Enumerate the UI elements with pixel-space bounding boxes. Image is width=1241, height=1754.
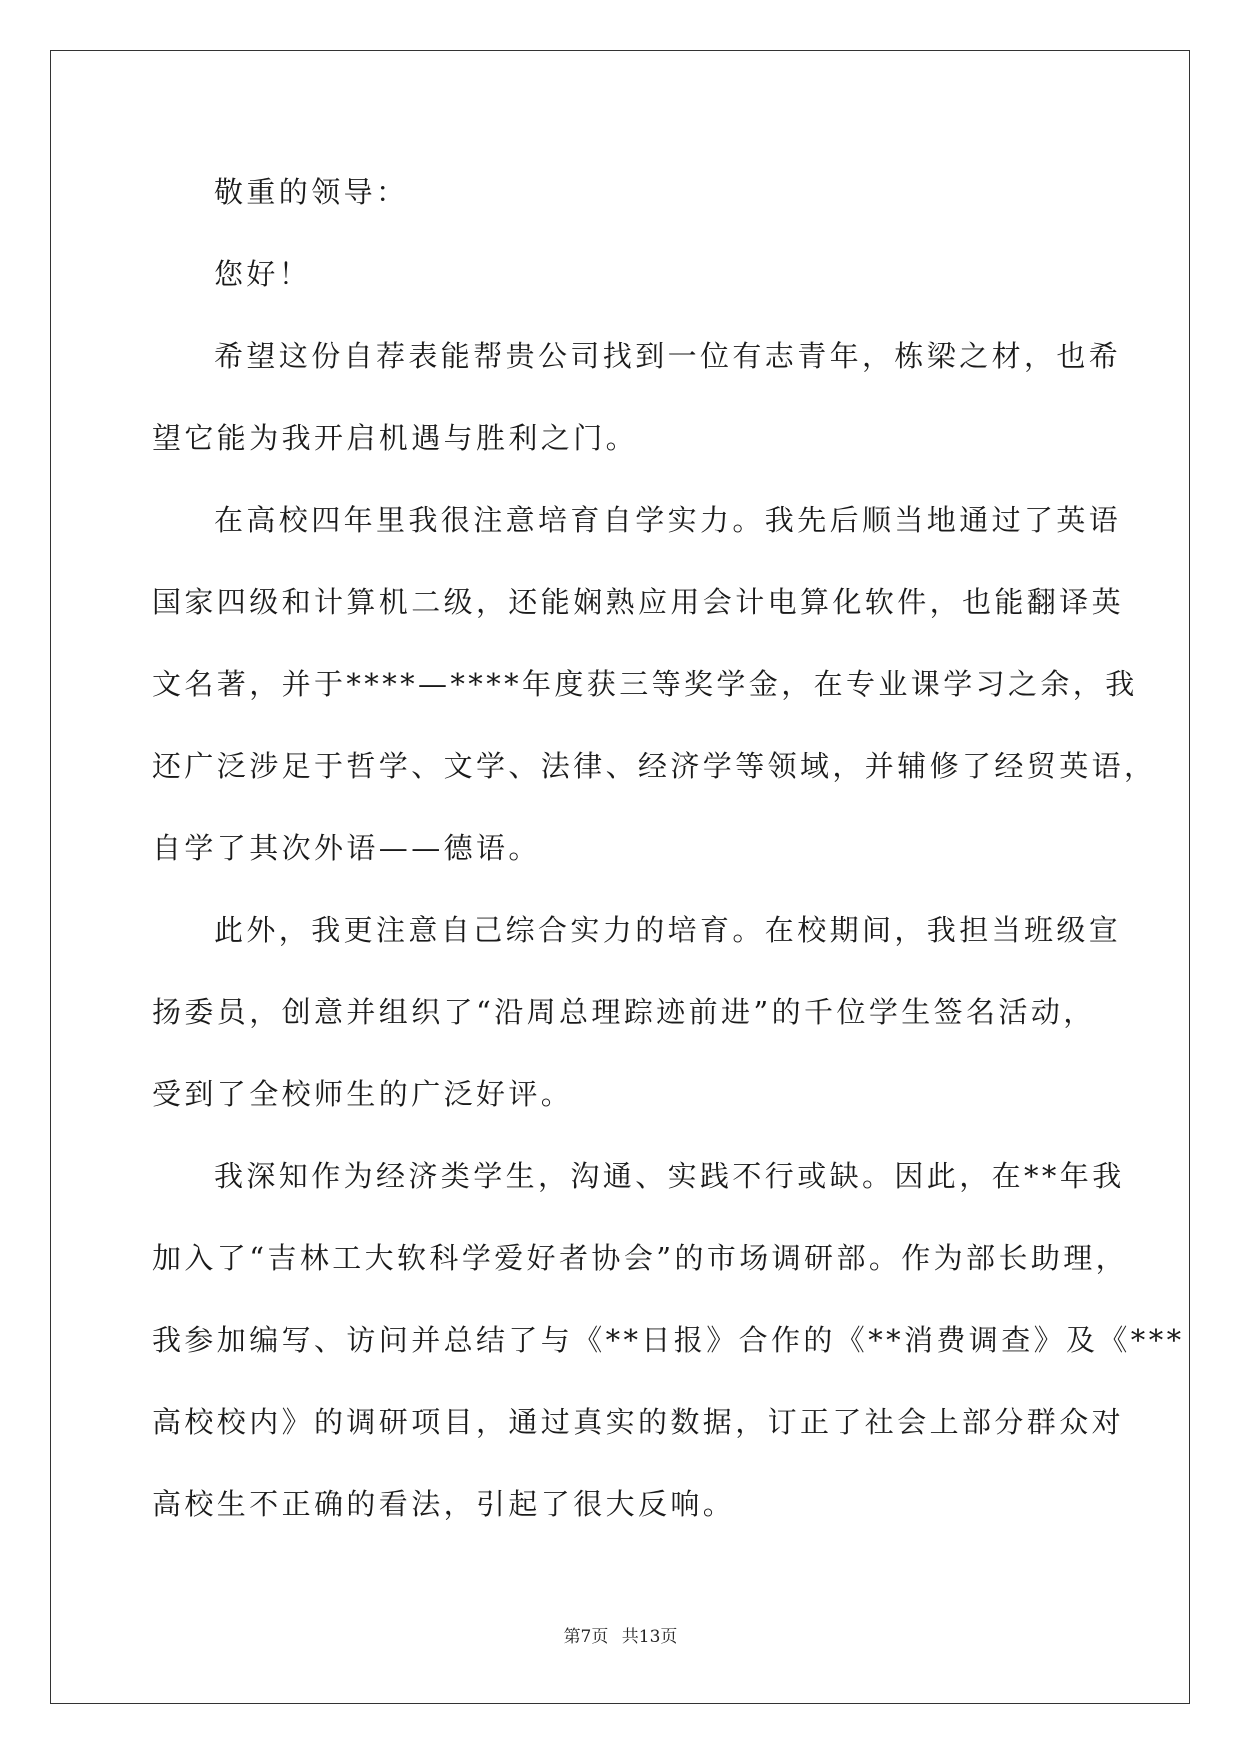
paragraph-line: 高校校内》的调研项目，通过真实的数据，订正了社会上部分群众对 [152,1405,1125,1439]
paragraph-line: 我深知作为经济类学生，沟通、实践不行或缺。因此，在**年我 [214,1159,1125,1193]
page-total: 共13页 [621,1627,678,1647]
paragraph-line: 在高校四年里我很注意培育自学实力。我先后顺当地通过了英语 [214,503,1122,537]
paragraph-line: 加入了“吉林工大软科学爱好者协会”的市场调研部。作为部长助理， [152,1241,1129,1275]
letter-body [152,160,1185,1554]
paragraph-line: 国家四级和计算机二级，还能娴熟应用会计电算化软件，也能翻译英 [152,585,1125,619]
paragraph-line: 此外，我更注意自己综合实力的培育。在校期间，我担当班级宣 [214,913,1122,947]
paragraph-line: 受到了全校师生的广泛好评。 [152,1077,574,1111]
paragraph-line: 我参加编写、访问并总结了与《**日报》合作的《**消费调查》及《*** [152,1323,1185,1357]
paragraph-line: 望它能为我开启机遇与胜利之门。 [152,421,639,455]
paragraph-line: 自学了其次外语——德语。 [152,831,541,865]
page-number: 第7页 [563,1627,609,1647]
greeting: 您好！ [214,257,312,291]
salutation: 敬重的领导： [214,175,409,209]
paragraph-line: 文名著，并于****—****年度获三等奖学金，在专业课学习之余，我 [152,667,1138,701]
paragraph-line: 还广泛涉足于哲学、文学、法律、经济学等领域，并辅修了经贸英语， [152,749,1157,783]
page-footer [0,1622,1241,1647]
paragraph-line: 扬委员，创意并组织了“沿周总理踪迹前进”的千位学生签名活动， [152,995,1096,1029]
paragraph-line: 希望这份自荐表能帮贵公司找到一位有志青年，栋梁之材，也希 [214,339,1122,373]
paragraph-line: 高校生不正确的看法，引起了很大反响。 [152,1487,736,1521]
